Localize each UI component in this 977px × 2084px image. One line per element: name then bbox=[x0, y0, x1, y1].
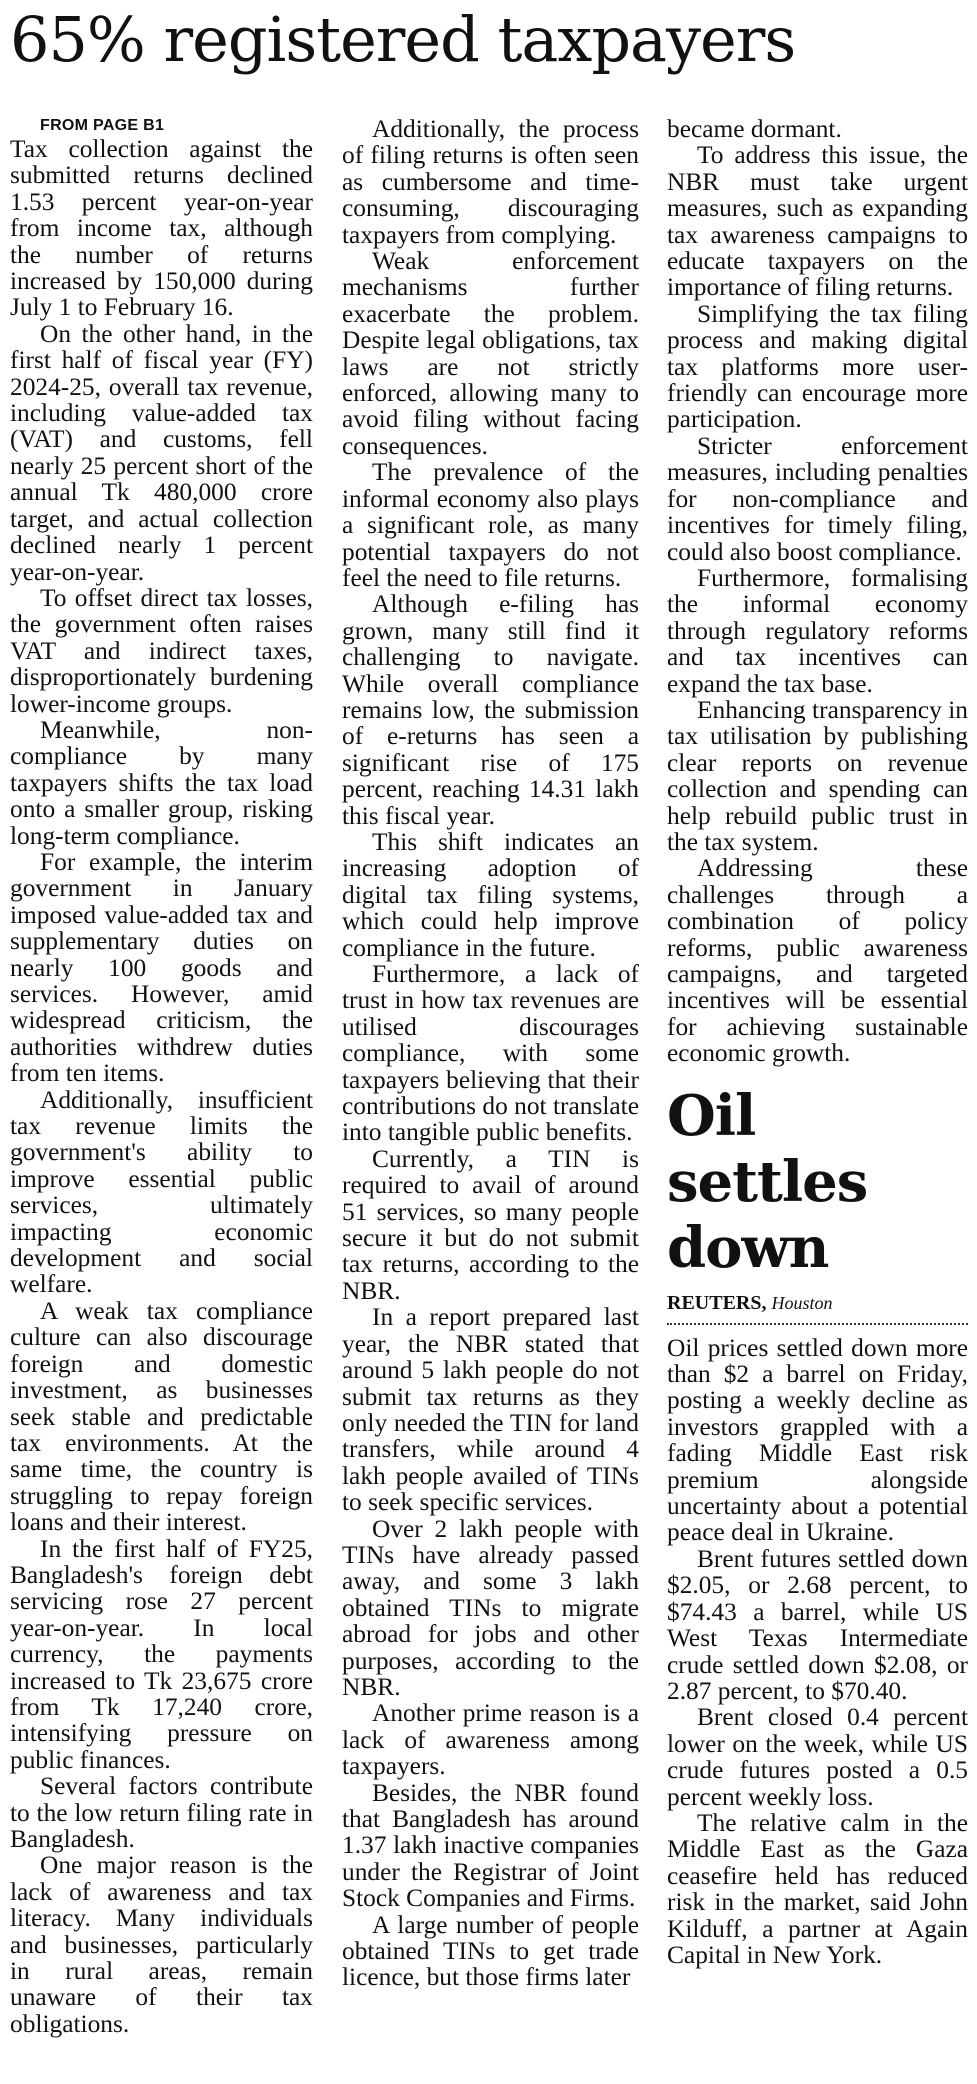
paragraph: Simplifying the tax filing process and making digital tax platforms more user-friendly can encourage more participation. bbox=[667, 299, 968, 434]
paragraph: Addressing these challenges through a combination of policy reforms, public awareness campaigns, and targeted incentives will be essential for achieving sustainable economic growth. bbox=[667, 854, 968, 1068]
paragraph: Additionally, insufficient tax revenue limits the government's ability to improve essential public services, ultimately impacting economic development and social welfare. bbox=[10, 1085, 313, 1299]
paragraph: On the other hand, in the first half of fiscal year (FY) 2024-25, overall tax revenue, including value-added tax (VAT) and customs, fell nearly 25 percent short of the annual Tk 480,000 crore target, and actual collection declined nearly 1 percent year-on-year. bbox=[10, 319, 313, 586]
paragraph: Another prime reason is a lack of awareness among taxpayers. bbox=[342, 1699, 639, 1781]
paragraph: This shift indicates an increasing adoption of digital tax filing systems, which could help improve compliance in the future. bbox=[342, 827, 639, 962]
paragraph: Over 2 lakh people with TINs have already passed away, and some 3 lakh obtained TINs to migrate abroad for jobs and other purposes, according to the NBR. bbox=[342, 1514, 639, 1701]
paragraph: Tax collection against the submitted returns declined 1.53 percent year-on-year from income tax, although the number of returns increased by 150,000 during July 1 to February 16. bbox=[10, 135, 313, 322]
paragraph: Furthermore, formalising the informal economy through regulatory reforms and tax incentives can expand the tax base. bbox=[667, 563, 968, 698]
byline-agency: REUTERS, bbox=[667, 1291, 767, 1314]
paragraph: Weak enforcement mechanisms further exacerbate the problem. Despite legal obligations, tax laws are not strictly enforced, allowing many to avoid filing without facing consequences. bbox=[342, 247, 639, 460]
paragraph: became dormant. bbox=[667, 115, 842, 143]
paragraph: In the first half of FY25, Bangladesh's foreign debt servicing rose 27 percent year-on-year. In local currency, the payments increased to Tk 23,675 crore from Tk 17,240 crore, intensifying pressure on public finances. bbox=[10, 1534, 313, 1774]
paragraph: One major reason is the lack of awareness and tax literacy. Many individuals and businesses, particularly in rural areas, remain unaware of their tax obligations. bbox=[10, 1851, 313, 2038]
paragraph: A weak tax compliance culture can also discourage foreign and domestic investment, as businesses seek stable and predictable tax environments. At the same time, the country is struggling to repay foreign loans and their interest. bbox=[10, 1296, 313, 1537]
paragraph: The prevalence of the informal economy also plays a significant role, as many potential taxpayers do not feel the need to file returns. bbox=[342, 458, 639, 592]
paragraph: To address this issue, the NBR must take urgent measures, such as expanding tax awareness campaigns to educate taxpayers on the importance of filing returns. bbox=[667, 141, 968, 302]
paragraph: Several factors contribute to the low return filing rate in Bangladesh. bbox=[10, 1772, 313, 1853]
article-column-2 bbox=[342, 116, 639, 1991]
paragraph: Additionally, the process of filing returns is often seen as cumbersome and time-consuming, discouraging taxpayers from complying. bbox=[342, 115, 639, 249]
paragraph: Furthermore, a lack of trust in how tax revenues are utilised discourages compliance, with some taxpayers believing that their contributions do not translate into tangible public benefits. bbox=[342, 960, 639, 1147]
paragraph: Oil prices settled down more than $2 a barrel on Friday, posting a weekly decline as investors grappled with a fading Middle East risk premium alongside uncertainty about a potential peace deal in Ukraine. bbox=[667, 1333, 968, 1547]
paragraph: Currently, a TIN is required to avail of around 51 services, so many people secure it but do not submit tax returns, according to the NBR. bbox=[342, 1144, 639, 1305]
oil-article bbox=[667, 1083, 968, 1969]
kicker: FROM PAGE B1 bbox=[40, 117, 165, 134]
article-column-1 bbox=[10, 116, 313, 2037]
paragraph: Enhancing transparency in tax utilisation by publishing clear reports on revenue collection and spending can help rebuild public trust in the tax system. bbox=[667, 695, 968, 856]
paragraph: Besides, the NBR found that Bangladesh has around 1.37 lakh inactive companies under the Registrar of Joint Stock Companies and Firms. bbox=[342, 1778, 639, 1913]
main-headline: 65% registered taxpayers bbox=[10, 3, 796, 76]
paragraph: Stricter enforcement measures, including penalties for non-compliance and incentives for timely filing, could also boost compliance. bbox=[667, 431, 968, 566]
paragraph: Meanwhile, non-compliance by many taxpayers shifts the tax load onto a smaller group, risking long-term compliance. bbox=[10, 715, 313, 850]
article-column-3 bbox=[667, 116, 968, 1968]
paragraph: For example, the interim government in January imposed value-added tax and supplementary duties on nearly 100 goods and services. However, amid widespread criticism, the authorities withdrew duties from ten items. bbox=[10, 847, 313, 1088]
byline bbox=[667, 1291, 968, 1325]
paragraph: Although e-filing has grown, many still find it challenging to navigate. While overall compliance remains low, the submission of e-returns has seen a significant rise of 175 percent, reaching 14.31 lakh this fiscal year. bbox=[342, 590, 639, 830]
oil-headline: Oil settles down bbox=[667, 1082, 868, 1281]
paragraph: To offset direct tax losses, the government often raises VAT and indirect taxes, disproportionately burdening lower-income groups. bbox=[10, 583, 313, 718]
paragraph: In a report prepared last year, the NBR stated that around 5 lakh people do not submit tax returns as they only needed the TIN for land transfers, while around 4 lakh people availed of TINs to seek specific services. bbox=[342, 1303, 639, 1517]
byline-place: Houston bbox=[771, 1292, 833, 1313]
paragraph: Brent closed 0.4 percent lower on the week, while US crude futures posted a 0.5 percent weekly loss. bbox=[667, 1703, 968, 1811]
paragraph: A large number of people obtained TINs to get trade licence, but those firms later bbox=[342, 1910, 639, 1992]
paragraph: The relative calm in the Middle East as the Gaza ceasefire held has reduced risk in the market, said John Kilduff, a partner at Again Capital in New York. bbox=[667, 1808, 968, 1969]
paragraph: Brent futures settled down $2.05, or 2.68 percent, to $74.43 a barrel, while US West Texas Intermediate crude settled down $2.08, or 2.87 percent, to $70.40. bbox=[667, 1544, 968, 1705]
